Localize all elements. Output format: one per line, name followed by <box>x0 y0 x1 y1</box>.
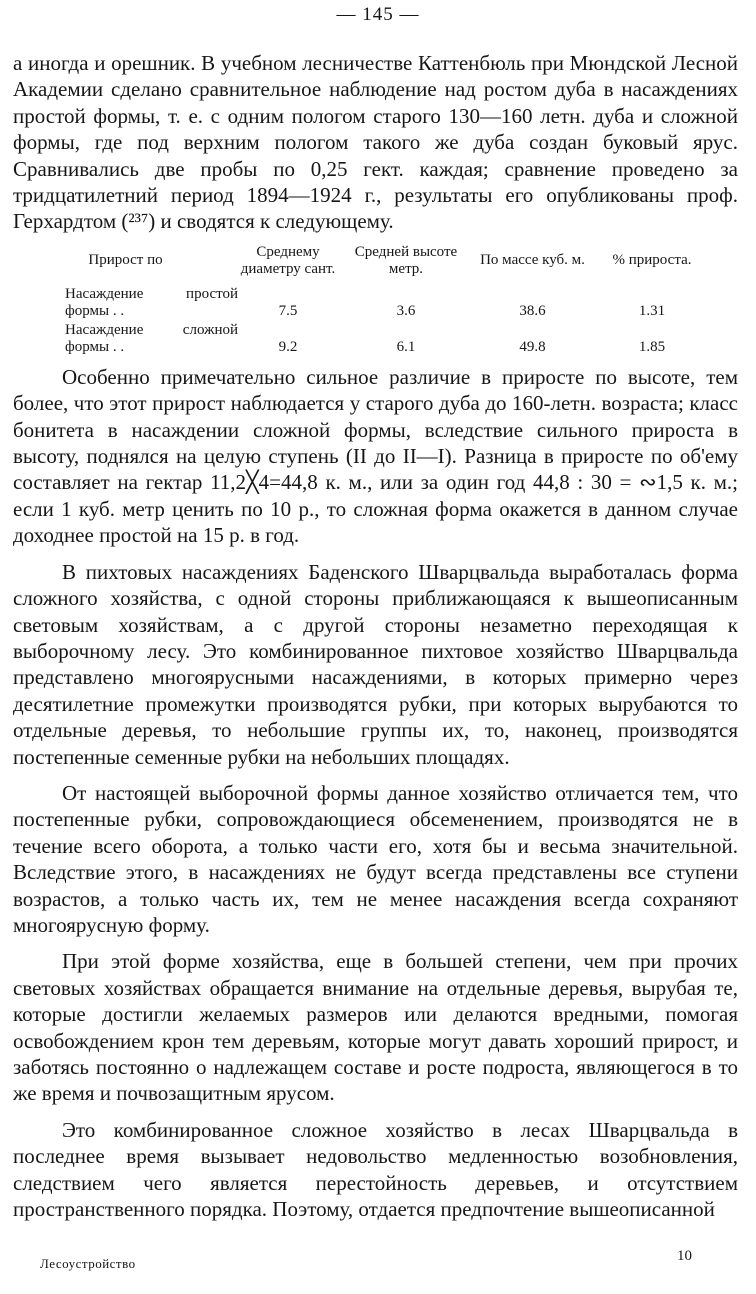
paragraph-3: В пихтовых насаждениях Баденского Шварцвальда выработалась форма сложного хозяйства, с одной стороны приближающаяся к вышеописанным световым хозяйствам, а с другой стороны незаметно переходящая к выборочному лесу. Это комбинированное пихтовое хозяйство Шварцвальда представлено многоярусными насаждениями, в которых примерно через десятилетние промежутки производятся рубки, при которых вырубаются то отдельные деревья, то небольшие группы их, то, наконец, производятся постепенные семенные рубки на небольших площадях. <box>13 559 738 769</box>
paragraph-6: Это комбинированное сложное хозяйство в лесах Шварцвальда в последнее время вызывает недовольство медленностью возобновления, следствием чего является перестойность деревьев, и отсутствием пространственного порядка. Поэтому, отдается предпочтение вышеописанной <box>13 1117 738 1222</box>
paragraph-4: От настоящей выборочной формы данное хозяйство отличается тем, что постепенные рубки, сопровождающиеся обсеменением, производятся не в течение всего оборота, а только части его, хотя бы и весьма значительной. Вследствие этого, в насаждениях не будут всегда представлены все ступени возрастов, а только часть их, тем не менее насаждения всегда сохраняют многоярусную форму. <box>13 780 738 937</box>
table-row <box>13 322 713 358</box>
table-row <box>13 286 713 322</box>
table-cell: 1.31 <box>638 302 666 319</box>
growth-comparison-table-block <box>13 244 738 358</box>
paragraph-5: При этой форме хозяйства, еще в большей степени, чем при прочих световых хозяйствах обращается внимание на отдельные деревья, вырубая те, которые достигли желаемых размеров или делаются вредными, помогая освобождением крон тем деревьям, которые могут давать хороший прирост, и заботясь постоянно о надлежащем составе и росте подроста, являющегося в то же время и почвозащитным ярусом. <box>13 949 738 1106</box>
table-row-label: Насаждение простой формы . . <box>65 285 238 319</box>
footer-sheet-number: 10 <box>677 1248 692 1264</box>
footer-signature: Лесоустройство <box>40 1256 136 1271</box>
table-cell: 6.1 <box>396 338 416 355</box>
table-cell: 1.85 <box>638 338 666 355</box>
table-cell: 38.6 <box>519 302 546 319</box>
paragraph-2: Особенно примечательно сильное различие в приросте по высоте, тем более, что этот прирост наблюдается у старого дуба до 160-летн. возраста; класс бонитета в насаждении сложной формы, вследствие сильного прироста в высоту, поднялся на целую ступень (II до II—I). Разница в приросте по об'ему составляет на гектар 11,2╳4=44,8 к. м., или за один год 44,8 : 30 = ∾1,5 к. м.; если 1 куб. метр ценить по 10 р., то сложная форма окажется в данном случае доходнее простой на 15 р. в год. <box>13 364 738 548</box>
paragraph-1: а иногда и орешник. В учебном лесничестве Каттенбюль при Мюндской Лесной Академии сделано сравнительное наблюдение над ростом дуба в насаждениях простой формы, т. е. с одним пологом старого 130—160 летн. дуба и сложной формы, где под верхним пологом такого же дуба создан буковый ярус. Сравнивались две пробы по 0,25 гект. каждая; сравнение проведено за тридцатилетний период 1894—1924 г., результаты его опубликованы проф. Герхардтом (²³⁷) и сводятся к следующему. <box>13 51 738 234</box>
growth-comparison-table <box>13 244 713 358</box>
page-body <box>13 50 738 1222</box>
table-header-row <box>13 244 713 286</box>
table-row-label: Насаждение сложной формы . . <box>65 321 238 355</box>
page-number: — 145 — <box>336 4 420 25</box>
table-cell: 49.8 <box>519 338 546 355</box>
table-cell: 7.5 <box>278 302 298 319</box>
table-header-cell: Средней высоте метр. <box>354 243 458 277</box>
table-header-cell: Прирост по <box>88 252 163 269</box>
table-cell: 9.2 <box>278 338 298 355</box>
table-header-cell: Среднему диаметру сант. <box>240 243 336 277</box>
table-cell: 3.6 <box>396 302 416 319</box>
table-header-cell: % прироста. <box>612 252 692 269</box>
table-header-cell: По массе куб. м. <box>480 252 585 269</box>
